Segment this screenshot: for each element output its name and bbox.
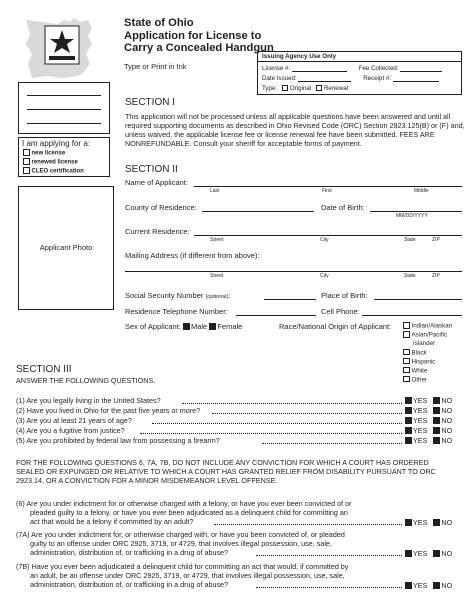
name-sub-middle: Middle [414,188,429,194]
question-3-answers: YES NO [405,416,452,425]
place-of-birth-label: Place of Birth: [321,291,368,300]
cleo-certification-label: CLEO certification [31,168,84,175]
section-1-text: This application will not be processed unless all applicable questions have been answered and until all required supporting documents as described in Ohio Revised Code (ORC) Section 2923.125(B) or (F) and, unless waived, the applicable license fee or license renewal fee have been submitted. FEES ARE NONREFUNDABLE. Consult your sheriff for acceptable forms of payment. [125,112,465,148]
q7a-leader [256,555,402,556]
q4-yes-checkbox[interactable] [405,427,412,434]
q5-leader [262,443,402,444]
question-4-answers: YES NO [405,426,452,435]
question-6: (6) Are you under indictment for or otherwise charged with a felony, or have you ever been convicted of or pleaded guilty to a felony, or have you ever been adjudicated as a delinquent child for committing an act that would be a felony if committed by an adult? [16,499,352,526]
applicant-photo-label: Applicant Photo [39,243,93,252]
q2-yes-checkbox[interactable] [405,407,412,414]
mailing-sub-zip: ZIP [432,273,440,279]
new-license-label: new license [31,150,66,157]
q1-no-checkbox[interactable] [433,397,440,404]
q7b-leader [256,587,402,588]
q6-no-checkbox[interactable] [433,519,440,526]
q7a-no-checkbox[interactable] [433,550,440,557]
current-residence-field[interactable] [194,235,462,236]
question-7b: (7B) Have you ever been adjudicated a delinquent child for committing an act that would, if committed by an adult, be an offense under ORC 2925, 3719, or 4729, that involves illegal possession, use, sale, administration, distribution of, or trafficking in a drug of abuse? [16,562,349,589]
issuing-agency-box [257,51,462,95]
question-5-answers: YES NO [405,436,452,445]
date-issued-field[interactable] [298,81,351,82]
phone-field[interactable] [236,315,316,316]
q2-leader [212,413,402,414]
cell-phone-field[interactable] [362,315,462,316]
name-sub-last: Last [210,188,220,194]
q1-leader [182,403,402,404]
current-sub-street: Street [210,237,224,243]
race-black-checkbox[interactable] [403,349,410,356]
issuing-heading: Issuing Agency Use Only [258,52,461,62]
race-options: Indian/Alaskan Asian/Pacific Islander Black Hispanic White Other [403,322,452,385]
renewed-license-label: renewed license [31,159,78,166]
mailing-address-field[interactable] [125,271,462,272]
question-5: (5) Are you prohibited by federal law from possessing a firearm? [16,436,220,445]
q6-yes-checkbox[interactable] [405,519,412,526]
receipt-field[interactable] [393,81,439,82]
q5-yes-checkbox[interactable] [405,437,412,444]
ssn-field[interactable] [264,299,316,300]
question-6-answers: YES NO [405,518,452,527]
county-field[interactable] [202,211,314,212]
dob-field[interactable] [370,211,462,212]
q3-leader [152,423,402,424]
q5-no-checkbox[interactable] [433,437,440,444]
section-3-heading: SECTION III [16,364,72,375]
section-3-subheading: ANSWER THE FOLLOWING QUESTIONS. [16,376,156,385]
mailing-sub-city: City [320,273,329,279]
q7a-yes-checkbox[interactable] [405,550,412,557]
date-issued-label: Date Issued: [262,75,297,82]
section-2-heading: SECTION II [125,164,178,175]
question-7a-answers: YES NO [405,549,452,558]
type-renewal-label: Renewal [323,85,349,92]
mailing-sub-street: Street [210,273,224,279]
ssn-label: Social Security Number (optional): [125,291,231,300]
race-hispanic-checkbox[interactable] [403,358,410,365]
q4-leader [140,433,402,434]
fee-collected-field[interactable] [400,71,442,72]
receipt-label: Receipt #: [363,75,392,82]
question-2: (2) Have you lived in Ohio for the past five years or more? [16,406,201,415]
q7b-no-checkbox[interactable] [433,582,440,589]
q6-leader [214,524,402,525]
mailing-address-label: Mailing Address (if different from above): [125,251,260,260]
current-sub-state: State [404,237,416,243]
name-field[interactable] [194,186,462,187]
signature-line-box [18,82,110,134]
race-other-checkbox[interactable] [403,376,410,383]
race-label: Race/National Origin of Applicant: [279,322,392,331]
question-4: (4) Are you a fugitive from justice? [16,426,125,435]
conviction-notice: FOR THE FOLLOWING QUESTIONS 6, 7A, 7B, DO NOT INCLUDE ANY CONVICTION FOR WHICH A COURT HAS ORDERED SEALED OR EXPUNGED OR RELATIVE TO WHICH A COURT HAS GRANTED RELIEF FROM DISABILITY PURSUANT TO ORC 2923.14, OR A CONVICTION FOR A MINOR MISDEMEANOR LEVEL OFFENSE. [16,458,436,485]
phone-label: Residence Telephone Number: [125,307,228,316]
female-checkbox[interactable] [209,323,216,330]
dob-format: MM/DD/YYYY [396,213,428,219]
applying-for-box [18,137,110,177]
renewed-license-checkbox[interactable] [23,158,30,165]
question-1-answers: YES NO [405,396,452,405]
new-license-checkbox[interactable] [23,149,30,156]
current-sub-city: City [320,237,329,243]
mailing-sub-state: State [404,273,416,279]
q1-yes-checkbox[interactable] [405,397,412,404]
type-original-checkbox[interactable] [282,85,288,91]
form-subtitle: Type or Print in Ink [124,62,187,71]
q4-no-checkbox[interactable] [433,427,440,434]
question-2-answers: YES NO [405,406,452,415]
section-1-heading: SECTION I [125,97,176,108]
q2-no-checkbox[interactable] [433,407,440,414]
q3-no-checkbox[interactable] [433,417,440,424]
question-7a: (7A) Are you under indictment for, or otherwise charged with, or have you been convicted of, or pleaded guilty to an offense under ORC 2925, 3719, or 4729, that involves illegal possession, use, sale, administration, distribution of, or trafficking in a drug of abuse? [16,530,345,557]
race-asian-checkbox[interactable] [403,331,410,338]
form-title: State of Ohio Application for License to Carry a Concealed Handgun [124,17,274,55]
question-1: (1) Are you legally living in the United States? [16,396,161,405]
q3-yes-checkbox[interactable] [405,417,412,424]
applicant-photo-box[interactable] [18,186,114,310]
license-number-field[interactable] [292,71,347,72]
race-indian-checkbox[interactable] [403,322,410,329]
type-renewal-checkbox[interactable] [316,85,322,91]
race-white-checkbox[interactable] [403,367,410,374]
cell-phone-label: Cell Phone: [321,307,360,316]
name-label: Name of Applicant: [125,178,188,187]
q7b-yes-checkbox[interactable] [405,582,412,589]
type-original-label: Original [289,85,312,92]
county-label: County of Residence: [125,203,197,212]
current-sub-zip: ZIP [432,237,440,243]
license-number-label: License #: [262,65,291,72]
cleo-certification-checkbox[interactable] [23,167,30,174]
applying-for-heading: I am applying for a: [22,139,91,148]
fee-collected-label: Fee Collected: [358,65,399,72]
name-sub-first: First [322,188,332,194]
question-3: (3) Are you at least 21 years of age? [16,416,132,425]
place-of-birth-field[interactable] [374,299,462,300]
question-7b-answers: YES NO [405,581,452,590]
dob-label: Date of Birth: [321,203,365,212]
male-checkbox[interactable] [183,323,190,330]
current-residence-label: Current Residence: [125,227,190,236]
sex-label: Sex of Applicant: Male Female [125,322,243,331]
type-label: Type: [262,85,278,92]
